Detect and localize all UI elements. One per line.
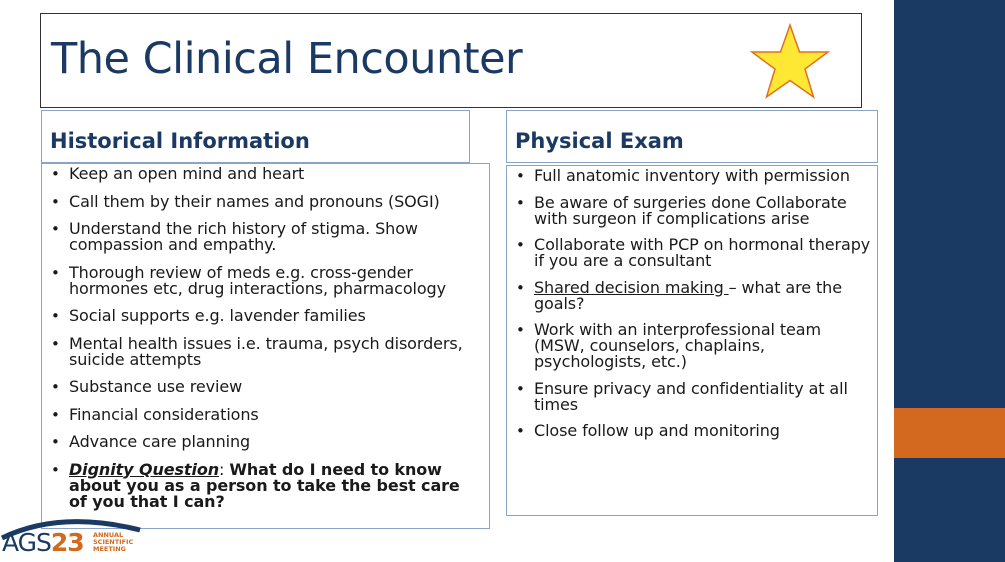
list-item-text: Thorough review of meds e.g. cross-gender hormones etc, drug interactions, pharmacology [69, 262, 446, 298]
ags23-logo [0, 512, 150, 562]
list-item-text: Financial considerations [69, 404, 259, 424]
physical-heading: Physical Exam [515, 129, 684, 153]
list-item-text: Mental health issues i.e. trauma, psych disorders, suicide attempts [69, 333, 463, 369]
list-item: • Thorough review of meds e.g. cross-gender hormones etc, drug interactions, pharmacology [51, 262, 446, 298]
list-item: • Be aware of surgeries done Collaborate with surgeon if complications arise [516, 192, 847, 228]
historical-list [48, 166, 480, 521]
list-item-text: Social supports e.g. lavender families [69, 306, 366, 325]
slide-title: The Clinical Encounter [51, 34, 523, 84]
list-item: • Social supports e.g. lavender families [51, 306, 366, 325]
list-item: • Full anatomic inventory with permission [516, 166, 850, 185]
logo-number: 23 [50, 528, 84, 557]
shared-decision-label: Shared decision making [534, 277, 729, 297]
physical-list [513, 168, 873, 450]
list-item-text: Full anatomic inventory with permission [534, 166, 850, 185]
logo-line3: MEETING [93, 545, 126, 553]
historical-header [41, 110, 470, 163]
shared-decision-item: • Shared decision making – what are the goals? [516, 277, 842, 313]
dignity-question-label: Dignity Question [69, 459, 220, 479]
dignity-question-item: • Dignity Question: What do I need to know about you as a person to take the best care of you that I can? [51, 459, 460, 511]
list-item: • Call them by their names and pronouns (SOGI) [51, 191, 440, 211]
list-item: • Substance use review [51, 377, 243, 396]
list-item: • Understand the rich history of stigma. Show compassion and empathy. [51, 219, 418, 254]
list-item-text: Work with an interprofessional team (MSW, counselors, chaplains, psychologists, etc.) [534, 320, 821, 371]
list-item: • Ensure privacy and confidentiality at all times [516, 378, 848, 414]
list-item: • Advance care planning [51, 432, 251, 451]
list-item-text: Be aware of surgeries done Collaborate with surgeon if complications arise [534, 192, 847, 228]
dignity-question-text: What do I need to know about you as a person to take the best care of you that I can? [69, 459, 460, 511]
list-item-text: Substance use review [69, 377, 243, 396]
list-item: • Work with an interprofessional team (MSW, counselors, chaplains, psychologists, etc.) [516, 320, 821, 371]
list-item-text: Call them by their names and pronouns (SOGI) [69, 191, 440, 211]
list-item: • Collaborate with PCP on hormonal therapy if you are a consultant [516, 235, 871, 270]
shared-decision-rest: – what are the goals? [534, 277, 842, 313]
list-item-text: Close follow up and monitoring [534, 421, 780, 440]
list-item: • Mental health issues i.e. trauma, psych disorders, suicide attempts [51, 333, 463, 369]
list-item-text: Understand the rich history of stigma. Show compassion and empathy. [69, 219, 418, 254]
logo-letters: AGS [2, 528, 51, 557]
list-item-text: Keep an open mind and heart [69, 164, 305, 183]
list-item: • Financial considerations [51, 404, 259, 424]
list-item-text: Ensure privacy and confidentiality at all times [534, 378, 848, 414]
side-band [894, 0, 1005, 562]
list-item: • Keep an open mind and heart [51, 164, 305, 183]
dignity-question-separator: : [219, 459, 230, 479]
star-icon [749, 22, 831, 102]
logo-subtitle [93, 532, 133, 553]
list-item-text: Collaborate with PCP on hormonal therapy if you are a consultant [534, 235, 871, 270]
historical-list-box [41, 163, 490, 529]
historical-heading: Historical Information [50, 129, 310, 153]
logo-line2: SCIENTIFIC [93, 538, 134, 546]
title-box [40, 13, 862, 108]
list-item-text: Advance care planning [69, 432, 251, 451]
logo-wordmark [2, 528, 84, 557]
list-item: • Close follow up and monitoring [516, 421, 780, 440]
side-accent-stripe [894, 408, 1005, 458]
logo-line1: ANNUAL [93, 531, 124, 539]
physical-list-box [506, 165, 878, 516]
physical-header [506, 110, 878, 163]
